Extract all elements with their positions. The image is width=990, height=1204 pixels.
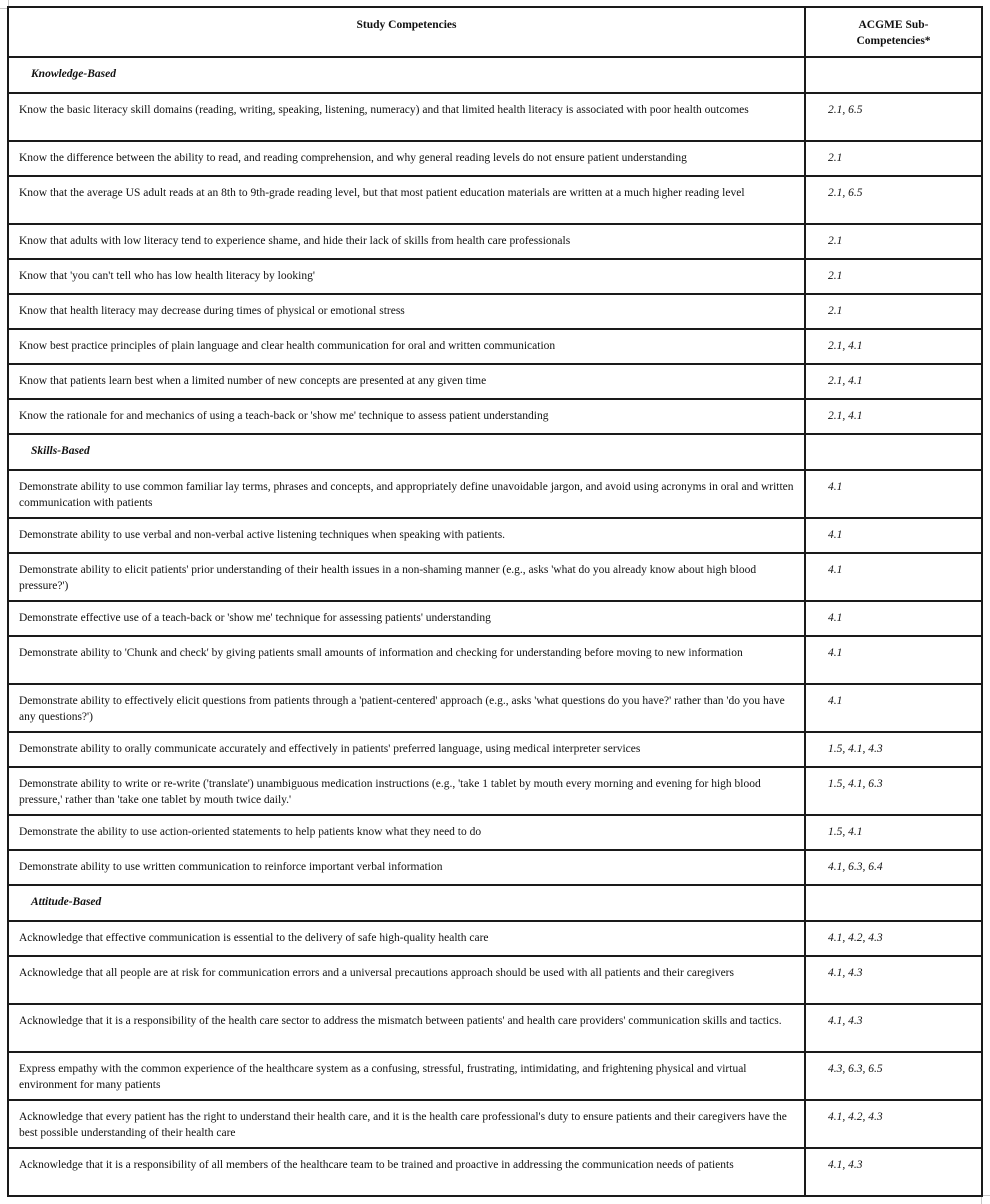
competency-cell (8, 553, 805, 601)
sub-competency-codes: 4.1, 6.3, 6.4 (828, 861, 883, 873)
sub-competency-cell (805, 1100, 982, 1148)
sub-competency-codes: 4.1, 4.3 (828, 1015, 863, 1027)
sub-competency-codes: 4.1, 4.2, 4.3 (828, 932, 883, 944)
sub-competency-codes: 2.1, 4.1 (828, 410, 863, 422)
sub-competency-codes: 2.1, 6.5 (828, 187, 863, 199)
competency-cell (8, 141, 805, 176)
section-row (8, 57, 982, 93)
sub-competency-cell (805, 850, 982, 885)
competency-text: Demonstrate ability to elicit patients' prior understanding of their health issues in a non-shaming manner (e.g., asks 'what do you already know about high blood pressure?') (19, 564, 757, 592)
sub-competency-cell (805, 767, 982, 815)
sub-competency-cell (805, 636, 982, 684)
competency-cell (8, 259, 805, 294)
competency-text: Know that 'you can't tell who has low health literacy by looking' (19, 270, 315, 282)
sub-competency-cell (805, 93, 982, 141)
competency-cell (8, 732, 805, 767)
table-row (8, 176, 982, 224)
sub-competency-codes: 1.5, 4.1, 4.3 (828, 743, 883, 755)
competency-text: Know that health literacy may decrease during times of physical or emotional stress (19, 305, 405, 317)
competency-cell (8, 1100, 805, 1148)
competency-text: Demonstrate ability to 'Chunk and check' by giving patients small amounts of information and checking for understanding before moving to new information (19, 647, 743, 659)
section-title: Attitude-Based (31, 896, 102, 908)
section-empty-cell (805, 434, 982, 470)
competency-text: Demonstrate the ability to use action-oriented statements to help patients know what they need to do (19, 826, 482, 838)
sub-competency-cell (805, 141, 982, 176)
table-row (8, 1148, 982, 1196)
sub-competency-cell (805, 684, 982, 732)
section-empty-cell (805, 885, 982, 921)
competency-text: Know the difference between the ability to read, and reading comprehension, and why general reading levels do not ensure patient understanding (19, 152, 687, 164)
sub-competency-cell (805, 259, 982, 294)
table-body (8, 57, 982, 1196)
sub-competency-cell (805, 553, 982, 601)
competency-cell (8, 399, 805, 434)
competency-text: Demonstrate effective use of a teach-back or 'show me' technique for assessing patients' understanding (19, 612, 491, 624)
sub-competency-cell (805, 294, 982, 329)
competency-cell (8, 601, 805, 636)
competency-cell (8, 1052, 805, 1100)
sub-competency-cell (805, 1052, 982, 1100)
table-row (8, 518, 982, 553)
competency-cell (8, 470, 805, 518)
section-empty-cell (805, 57, 982, 93)
sub-competency-cell (805, 601, 982, 636)
competency-text: Acknowledge that every patient has the right to understand their health care, and it is the health care professional's duty to ensure patients and their caregivers have the best possible understanding of their health care (19, 1111, 787, 1139)
sub-competency-codes: 2.1 (828, 235, 843, 247)
competency-text: Know that the average US adult reads at an 8th to 9th-grade reading level, but that most patient education materials are written at a much higher reading level (19, 187, 745, 199)
table-row (8, 732, 982, 767)
sub-competency-codes: 4.1 (828, 529, 843, 541)
table-row (8, 141, 982, 176)
sub-competency-codes: 4.1, 4.3 (828, 1159, 863, 1171)
table-row (8, 329, 982, 364)
table-row (8, 294, 982, 329)
competency-text: Demonstrate ability to use verbal and non-verbal active listening techniques when speaking with patients. (19, 529, 506, 541)
header-acgme-sub-competencies: ACGME Sub-Competencies* (805, 7, 982, 57)
sub-competency-codes: 1.5, 4.1 (828, 826, 863, 838)
sub-competency-cell (805, 1148, 982, 1196)
competency-cell (8, 329, 805, 364)
competency-text: Demonstrate ability to effectively elicit questions from patients through a 'patient-centered' approach (e.g., asks 'what questions do you have?' rather than 'do you have any questions?') (19, 695, 785, 723)
competency-text: Demonstrate ability to orally communicate accurately and effectively in patients' preferred language, using medical interpreter services (19, 743, 641, 755)
competency-text: Know best practice principles of plain language and clear health communication for oral and written communication (19, 340, 556, 352)
sub-competency-codes: 2.1 (828, 270, 843, 282)
section-title-cell (8, 57, 805, 93)
sub-competency-codes: 2.1, 4.1 (828, 340, 863, 352)
sub-competency-cell (805, 921, 982, 956)
sub-competency-codes: 4.1 (828, 481, 843, 493)
header-study-competencies: Study Competencies (8, 7, 805, 57)
sub-competency-cell (805, 1004, 982, 1052)
sub-competency-cell (805, 470, 982, 518)
table-row (8, 850, 982, 885)
sub-competency-cell (805, 956, 982, 1004)
table-row (8, 399, 982, 434)
table-row (8, 553, 982, 601)
competency-text: Acknowledge that it is a responsibility of all members of the healthcare team to be trained and proactive in addressing the communication needs of patients (19, 1159, 734, 1171)
section-row (8, 434, 982, 470)
table-row (8, 956, 982, 1004)
table-row (8, 224, 982, 259)
sub-competency-cell (805, 176, 982, 224)
competency-cell (8, 684, 805, 732)
table-row (8, 601, 982, 636)
competency-cell (8, 921, 805, 956)
sub-competency-codes: 4.1 (828, 647, 843, 659)
section-title-cell (8, 885, 805, 921)
sub-competency-cell (805, 329, 982, 364)
competency-cell (8, 224, 805, 259)
sub-competency-cell (805, 815, 982, 850)
competency-cell (8, 1148, 805, 1196)
sub-competency-codes: 1.5, 4.1, 6.3 (828, 778, 883, 790)
competency-cell (8, 815, 805, 850)
sub-competency-cell (805, 399, 982, 434)
sub-competency-codes: 4.1 (828, 612, 843, 624)
table-row (8, 1004, 982, 1052)
competency-text: Express empathy with the common experience of the healthcare system as a confusing, stressful, frustrating, intimidating, and frightening physical and virtual environment for many patients (19, 1063, 747, 1091)
header-row (8, 7, 982, 57)
table-row (8, 1052, 982, 1100)
competency-cell (8, 93, 805, 141)
sub-competency-codes: 4.1, 4.2, 4.3 (828, 1111, 883, 1123)
competency-text: Acknowledge that it is a responsibility of the health care sector to address the mismatch between patients' and health care providers' communication skills and tactics. (19, 1015, 782, 1027)
sub-competency-codes: 2.1, 4.1 (828, 375, 863, 387)
sub-competency-codes: 4.1 (828, 695, 843, 707)
section-title-cell (8, 434, 805, 470)
competency-cell (8, 956, 805, 1004)
competency-text: Acknowledge that all people are at risk for communication errors and a universal precautions approach should be used with all patients and their caregivers (19, 967, 734, 979)
table-row (8, 815, 982, 850)
section-row (8, 885, 982, 921)
sub-competency-codes: 2.1, 6.5 (828, 104, 863, 116)
section-title: Skills-Based (31, 445, 90, 457)
table-row (8, 470, 982, 518)
sub-competency-codes: 2.1 (828, 305, 843, 317)
competency-text: Demonstrate ability to use written communication to reinforce important verbal information (19, 861, 443, 873)
table-row (8, 921, 982, 956)
competency-cell (8, 518, 805, 553)
competency-text: Know that patients learn best when a limited number of new concepts are presented at any given time (19, 375, 487, 387)
competency-cell (8, 1004, 805, 1052)
table-row (8, 259, 982, 294)
competency-text: Acknowledge that effective communication is essential to the delivery of safe high-quality health care (19, 932, 489, 944)
sub-competency-codes: 4.1, 4.3 (828, 967, 863, 979)
table-row (8, 636, 982, 684)
sub-competency-cell (805, 732, 982, 767)
table-row (8, 684, 982, 732)
competency-cell (8, 364, 805, 399)
sub-competency-cell (805, 224, 982, 259)
sub-competency-codes: 4.1 (828, 564, 843, 576)
competency-cell (8, 176, 805, 224)
sub-competency-codes: 2.1 (828, 152, 843, 164)
competency-cell (8, 850, 805, 885)
sub-competency-codes: 4.3, 6.3, 6.5 (828, 1063, 883, 1075)
sub-competency-cell (805, 364, 982, 399)
table-row (8, 364, 982, 399)
competency-text: Know the rationale for and mechanics of using a teach-back or 'show me' technique to assess patient understanding (19, 410, 549, 422)
competency-cell (8, 636, 805, 684)
table-row (8, 767, 982, 815)
competency-text: Know the basic literacy skill domains (reading, writing, speaking, listening, numeracy) and that limited health literacy is associated with poor health outcomes (19, 104, 749, 116)
sub-competency-cell (805, 518, 982, 553)
competencies-table (7, 6, 983, 1197)
competency-text: Demonstrate ability to write or re-write ('translate') unambiguous medication instructions (e.g., 'take 1 tablet by mouth every morning and evening for high blood pressure,' rather than 'take one tablet by mouth twice daily.' (19, 778, 761, 806)
competency-cell (8, 767, 805, 815)
competency-cell (8, 294, 805, 329)
competency-text: Demonstrate ability to use common familiar lay terms, phrases and concepts, and appropriately define unavoidable jargon, and avoid using acronyms in oral and written communication with patients (19, 481, 794, 509)
table-row (8, 93, 982, 141)
competency-text: Know that adults with low literacy tend to experience shame, and hide their lack of skills from health care professionals (19, 235, 571, 247)
table-row (8, 1100, 982, 1148)
section-title: Knowledge-Based (31, 68, 116, 80)
